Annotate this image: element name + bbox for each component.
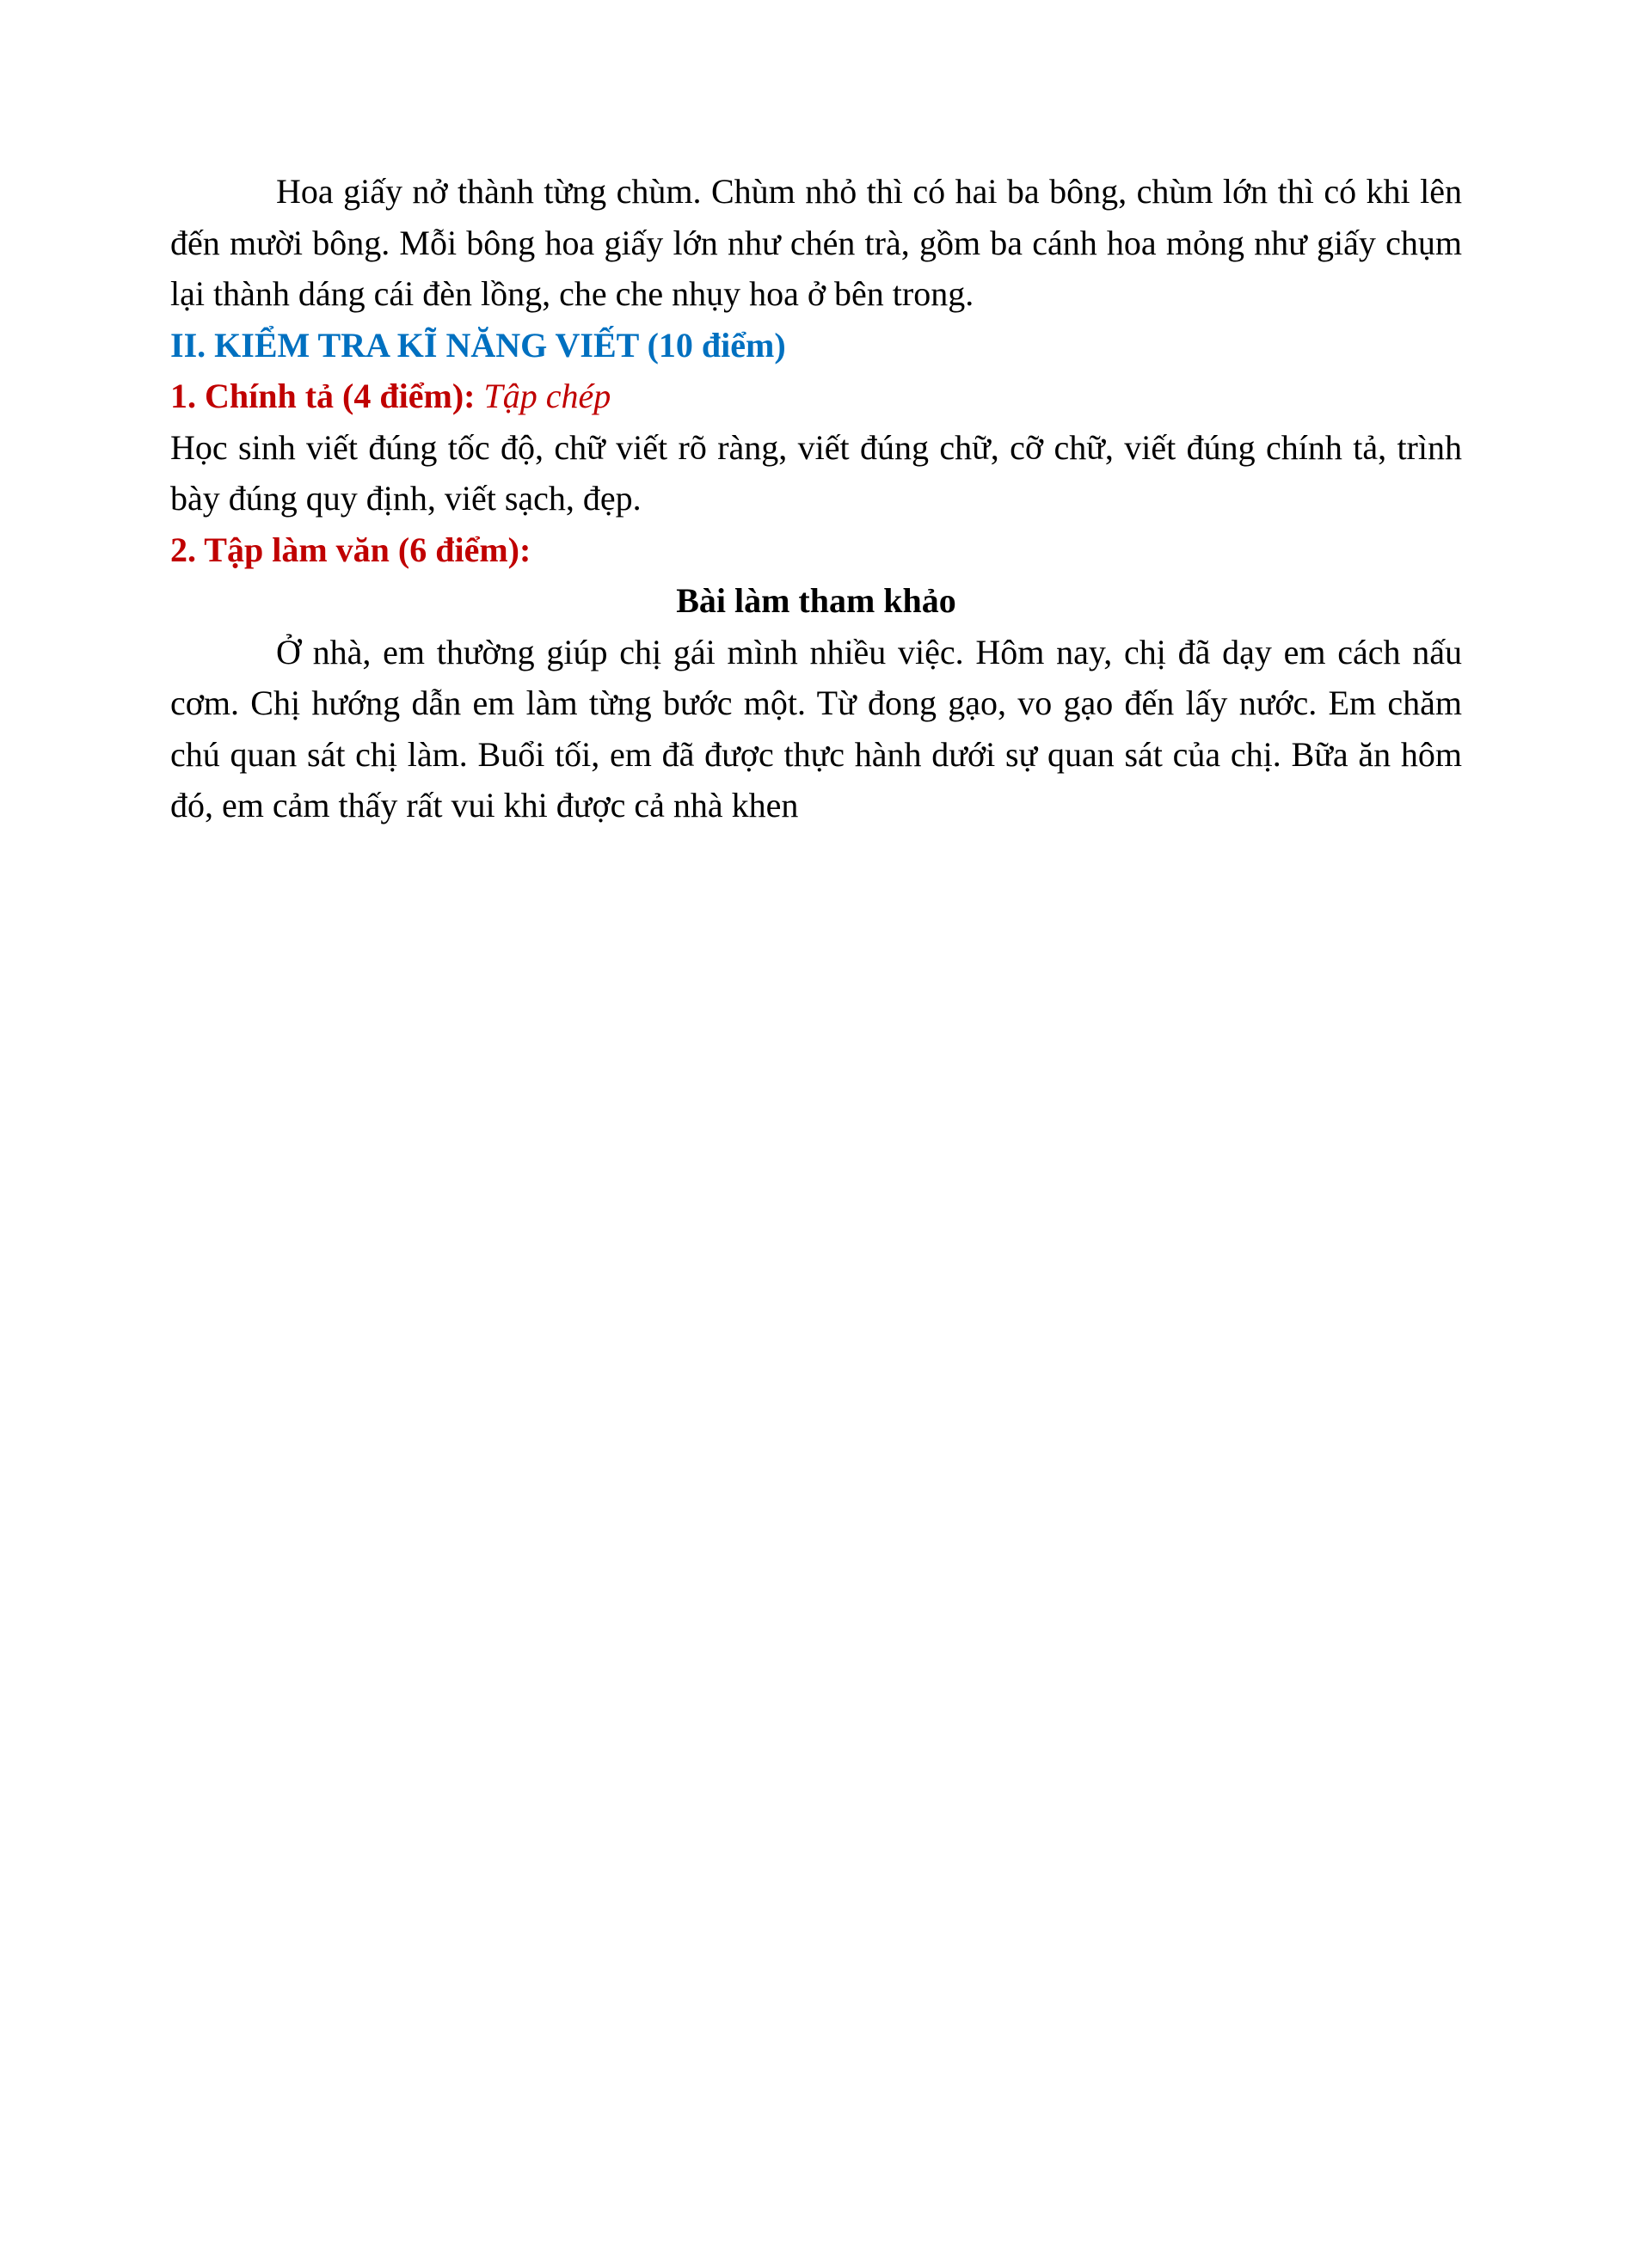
section-heading: II. KIỂM TRA KĨ NĂNG VIẾT (10 điểm) xyxy=(170,325,786,365)
document-page xyxy=(170,166,1462,831)
essay-title: Bài làm tham khảo xyxy=(676,581,956,620)
reading-passage: Hoa giấy nở thành từng chùm. Chùm nhỏ thì có hai ba bông, chùm lớn thì có khi lên đến mười bông. Mỗi bông hoa giấy lớn như chén trà, gồm ba cánh hoa mỏng như giấy chụm lại thành dáng cái đèn lồng, che che nhụy hoa ở bên trong. xyxy=(170,172,1462,313)
part1-label: 1. Chính tả (4 điểm): xyxy=(170,377,476,415)
part2-heading: 2. Tập làm văn (6 điểm): xyxy=(170,530,531,569)
part1-heading xyxy=(170,371,1462,422)
part1-body: Học sinh viết đúng tốc độ, chữ viết rõ ràng, viết đúng chữ, cỡ chữ, viết đúng chính tả, trình bày đúng quy định, viết sạch, đẹp. xyxy=(170,427,1462,518)
part1-sublabel: Tập chép xyxy=(483,377,611,415)
essay-body: Ở nhà, em thường giúp chị gái mình nhiều việc. Hôm nay, chị đã dạy em cách nấu cơm. Chị hướng dẫn em làm từng bước một. Từ đong gạo, vo gạo đến lấy nước. Em chăm chú quan sát chị làm. Buổi tối, em đã được thực hành dưới sự quan sát của chị. Bữa ăn hôm đó, em cảm thấy rất vui khi được cả nhà khen xyxy=(170,632,1462,824)
